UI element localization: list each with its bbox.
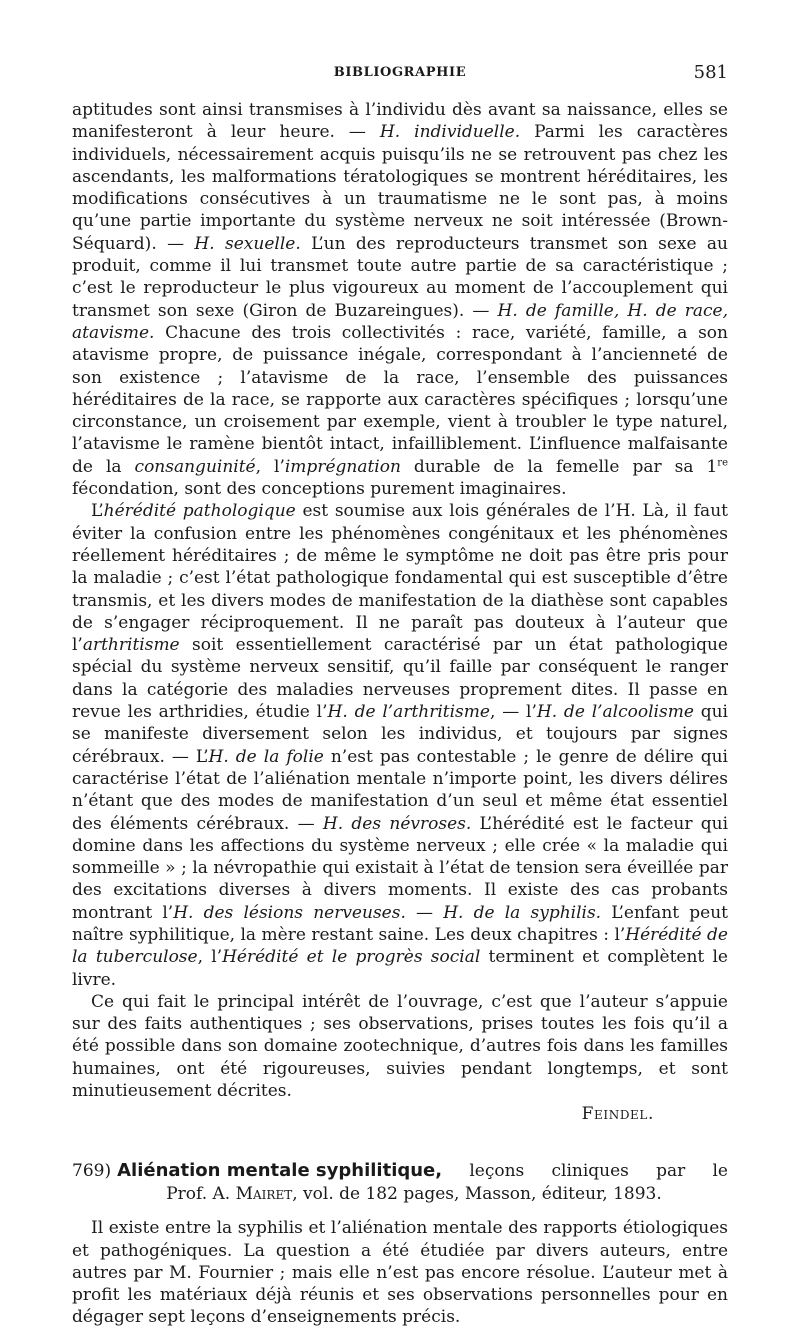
italic-term: arthritisme bbox=[82, 635, 180, 656]
review-paragraph-1 bbox=[72, 99, 728, 500]
text-run: fécondation, sont des conceptions purement imaginaires. bbox=[72, 479, 567, 500]
entry-subtitle-word: par bbox=[656, 1160, 686, 1181]
section-heading-individual: H. individuelle. bbox=[379, 122, 521, 143]
text-run: L’hérédité est le facteur qui domine dans les affections du système nerveux ; elle crée « la maladie qui sommeille » ; la névropathie qui existait à l’état de tension sera éveillée par des excitations diverses à divers moments. Il existe des cas probants montrant l’ bbox=[72, 813, 729, 923]
text-run: durable de la femelle par sa 1 bbox=[400, 456, 718, 477]
text-run: soit essentiellement caractérisé par un état pathologique spécial du système nerveux sensitif, qu’il faille par conséquent le ranger dans la catégorie des maladies nerveuses proprement dites. Il passe en revue les arthridies, étudie l’ bbox=[72, 635, 728, 723]
reviewer-signature: Feindel. bbox=[581, 1104, 654, 1125]
section-heading-sexual: H. sexuelle. bbox=[194, 233, 301, 254]
text-run: Parmi les caractères individuels, nécessairement acquis puisqu’ils ne se retrouvent pas chez les ascendants, les malformations tératologiques se montrent héréditaires, les modifications consécutives à un traumatisme ne le sont pas, à moins qu’une partie importante du système nerveux ne soit intéressée (Brown-Séquard). — bbox=[72, 122, 729, 254]
section-heading-family-race: H. de famille, H. de race, atavisme. bbox=[72, 300, 729, 343]
italic-term: H. de la folie bbox=[208, 746, 324, 767]
entry-title: Aliénation mentale syphilitique, bbox=[117, 1159, 443, 1181]
italic-term: H. de l’arthritisme bbox=[327, 702, 490, 723]
text-run: , l’ bbox=[197, 947, 223, 968]
italic-term: Hérédité de la tuberculose bbox=[72, 924, 728, 968]
italic-term: H. des névroses. bbox=[322, 813, 472, 834]
entry-subtitle-word: cliniques bbox=[551, 1160, 629, 1181]
text-run: — bbox=[405, 902, 444, 923]
text-run: Chacune des trois collectivités : race, variété, famille, a son atavisme propre, de puissance inégale, correspondant à l’ancienneté de son existence ; l’atavisme de la race, l’ensemble des puissances héréditaires de la race, se rapporte aux caractères spécifiques ; lorsqu’une circonstance, un croisement par exemple, vient à troubler le type naturel, l’atavisme le ramène bientôt intact, infailliblement. L’influence malfaisante de la bbox=[72, 322, 728, 477]
entry-number: 769) bbox=[72, 1160, 112, 1181]
entry-author: Mairet bbox=[235, 1183, 293, 1204]
page-number: 581 bbox=[693, 62, 728, 83]
text-run: Prof. A. bbox=[166, 1183, 236, 1204]
text-run: , l’ bbox=[255, 456, 285, 477]
bibliography-entry bbox=[72, 1160, 728, 1329]
entry-subtitle-word: leçons bbox=[469, 1160, 525, 1181]
entry-heading bbox=[72, 1160, 728, 1182]
entry-citation bbox=[72, 1183, 728, 1205]
entry-subtitle-word: le bbox=[712, 1160, 728, 1181]
superscript: re bbox=[717, 457, 728, 469]
text-run: n’est pas contestable ; le genre de délire qui caractérise l’état de l’aliénation mentale n’importe point, les divers délires n’étant que des modes de manifestation d’un seul et même état essentiel des éléments cérébraux. — bbox=[72, 746, 728, 834]
text-run: L’ bbox=[91, 501, 104, 522]
text-run: , — l’ bbox=[489, 702, 537, 723]
text-run: L’enfant peut naître syphilitique, la mère restant saine. Les deux chapitres : l’ bbox=[72, 902, 729, 945]
text-run: est soumise aux lois générales de l’H. Là, il faut éviter la confusion entre les phénomènes congénitaux et les phénomènes réellement héréditaires ; de même le symptôme ne doit pas être pris pour la maladie ; c’est l’état pathologique fondamental qui est susceptible d’être transmis, et les divers modes de manifestation de la diathèse sont capables de s’engager réciproquement. Il ne paraît pas douteux à l’auteur que l’ bbox=[72, 501, 728, 656]
review-paragraph-2 bbox=[72, 500, 728, 991]
running-head: BIBLIOGRAPHIE bbox=[333, 65, 467, 80]
text-run: L’un des reproducteurs transmet son sexe au produit, comme il lui transmet toute autre partie de sa caractéristique ; c’est le reproducteur le plus vigoureux au moment de l’accouplement qui transmet son sexe (Giron de Buzareingues). — bbox=[72, 233, 728, 321]
entry-number-and-title bbox=[72, 1160, 442, 1182]
italic-term: imprégnation bbox=[284, 456, 401, 477]
italic-term: Hérédité et le progrès social bbox=[222, 947, 481, 968]
italic-term: H. des lésions nerveuses. bbox=[173, 902, 406, 923]
page-body bbox=[72, 99, 728, 1329]
text-run: qui se manifeste diversement selon les individus, et toujours par signes cérébraux. — L’ bbox=[72, 702, 728, 767]
page-header bbox=[72, 62, 728, 86]
text-run: aptitudes sont ainsi transmises à l’individu dès avant sa naissance, elles se manifesteront à leur heure. — bbox=[72, 100, 728, 143]
text-run: , vol. de 182 pages, Masson, éditeur, 1893. bbox=[292, 1183, 662, 1204]
review-paragraph-3: Ce qui fait le principal intérêt de l’ouvrage, c’est que l’auteur s’appuie sur des faits authentiques ; ses observations, prises toutes les fois qu’il a été possible dans son domaine zootechnique, d’autres fois dans les familles humaines, ont été rigoureuses, suivies pendant longtemps, et sont minutieusement décrites. bbox=[72, 991, 728, 1102]
text-run: terminent et complètent le livre. bbox=[72, 947, 728, 990]
italic-term: consanguinité bbox=[134, 456, 256, 477]
italic-term: H. de la syphilis. bbox=[443, 902, 602, 923]
entry-summary: Il existe entre la syphilis et l’aliénation mentale des rapports étiologiques et pathogéniques. La question a été étudiée par divers auteurs, entre autres par M. Fournier ; mais elle n’est pas encore résolue. L’auteur met à profit les matériaux déjà réunis et ses observations personnelles pour en dégager sept leçons d’enseignements précis. bbox=[72, 1218, 728, 1328]
italic-term: H. de l’alcoolisme bbox=[536, 702, 694, 723]
section-heading-pathological: hérédité pathologique bbox=[103, 501, 296, 522]
